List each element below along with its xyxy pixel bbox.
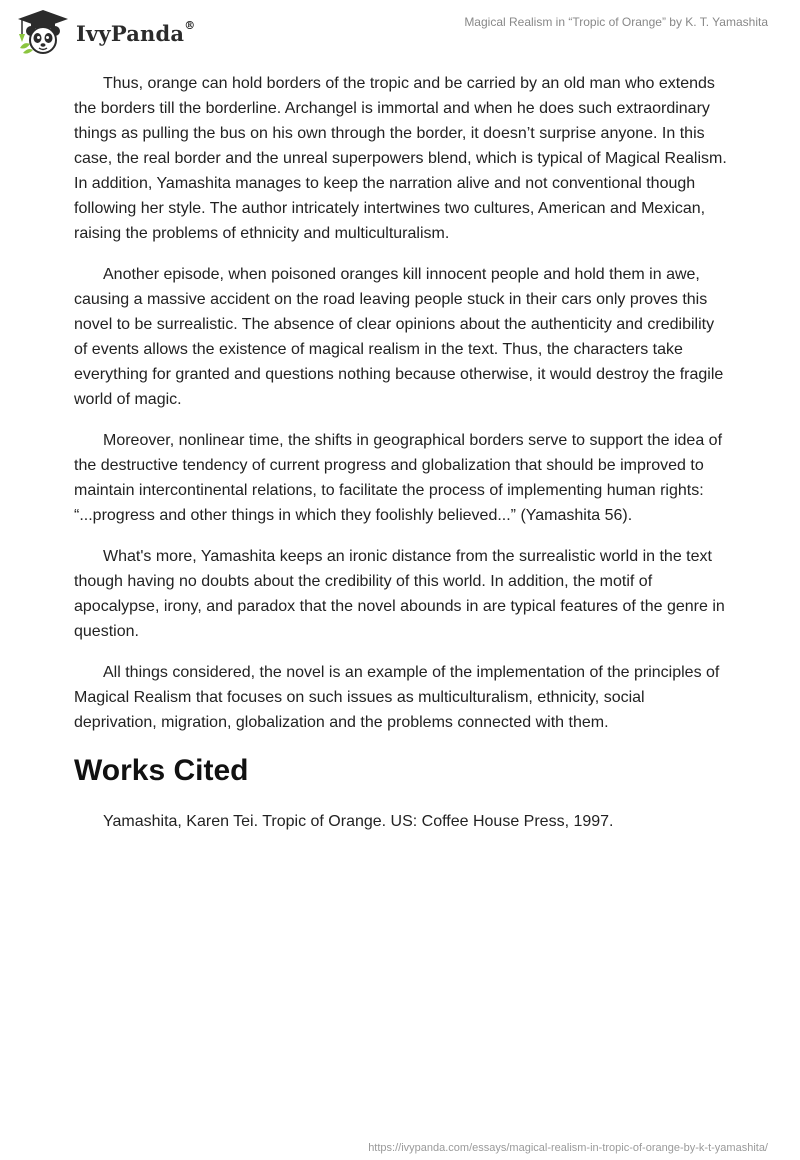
brand-name: IvyPanda® xyxy=(76,18,196,46)
page-header xyxy=(0,0,800,60)
panda-graduation-cap-icon xyxy=(14,8,72,56)
paragraph: Thus, orange can hold borders of the tropic and be carried by an old man who extends the borders till the borderline. Archangel is immortal and when he does such extraordinary things as pulling the bus on his own through the border, it doesn’t surprise anyone. In this case, the real border and the unreal superpowers blend, which is typical of Magical Realism. In addition, Yamashita manages to keep the narration alive and not conventional though following her style. The author intricately intertwines two cultures, American and Mexican, raising the problems of ethnicity and multiculturalism. xyxy=(74,75,727,242)
paragraph: All things considered, the novel is an example of the implementation of the principles of Magical Realism that focuses on such issues as multiculturalism, ethnicity, social deprivation, migration, globalization and the problems connected with them. xyxy=(74,664,720,731)
citation-entry: Yamashita, Karen Tei. Tropic of Orange. US: Coffee House Press, 1997. xyxy=(103,813,614,830)
paragraph: Moreover, nonlinear time, the shifts in geographical borders serve to support the idea of the destructive tendency of current progress and globalization that should be improved to maintain intercontinental relations, to facilitate the process of implementing human rights: “...progress and other things in which they foolishly believed...” (Yamashita 56). xyxy=(74,432,723,524)
document-title: Magical Realism in “Tropic of Orange” by K. T. Yamashita xyxy=(464,15,768,29)
registered-mark: ® xyxy=(184,18,196,32)
essay-body xyxy=(74,71,728,834)
paragraph: Another episode, when poisoned oranges kill innocent people and hold them in awe, causing a massive accident on the road leaving people stuck in their cars only proves this novel to be surrealistic. The absence of clear opinions about the authenticity and credibility of events allows the existence of magical realism in the text. Thus, the characters take everything for granted and questions nothing because otherwise, it would destroy the fragile world of magic. xyxy=(74,266,724,408)
source-url-link[interactable]: https://ivypanda.com/essays/magical-realism-in-tropic-of-orange-by-k-t-yamashita/ xyxy=(368,1142,768,1154)
ivypanda-logo[interactable] xyxy=(14,8,195,56)
paragraph: What's more, Yamashita keeps an ironic distance from the surrealistic world in the text though having no doubts about the credibility of this world. In addition, the motif of apocalypse, irony, and paradox that the novel abounds in are typical features of the genre in question. xyxy=(74,548,725,640)
works-cited-heading: Works Cited xyxy=(74,754,249,787)
